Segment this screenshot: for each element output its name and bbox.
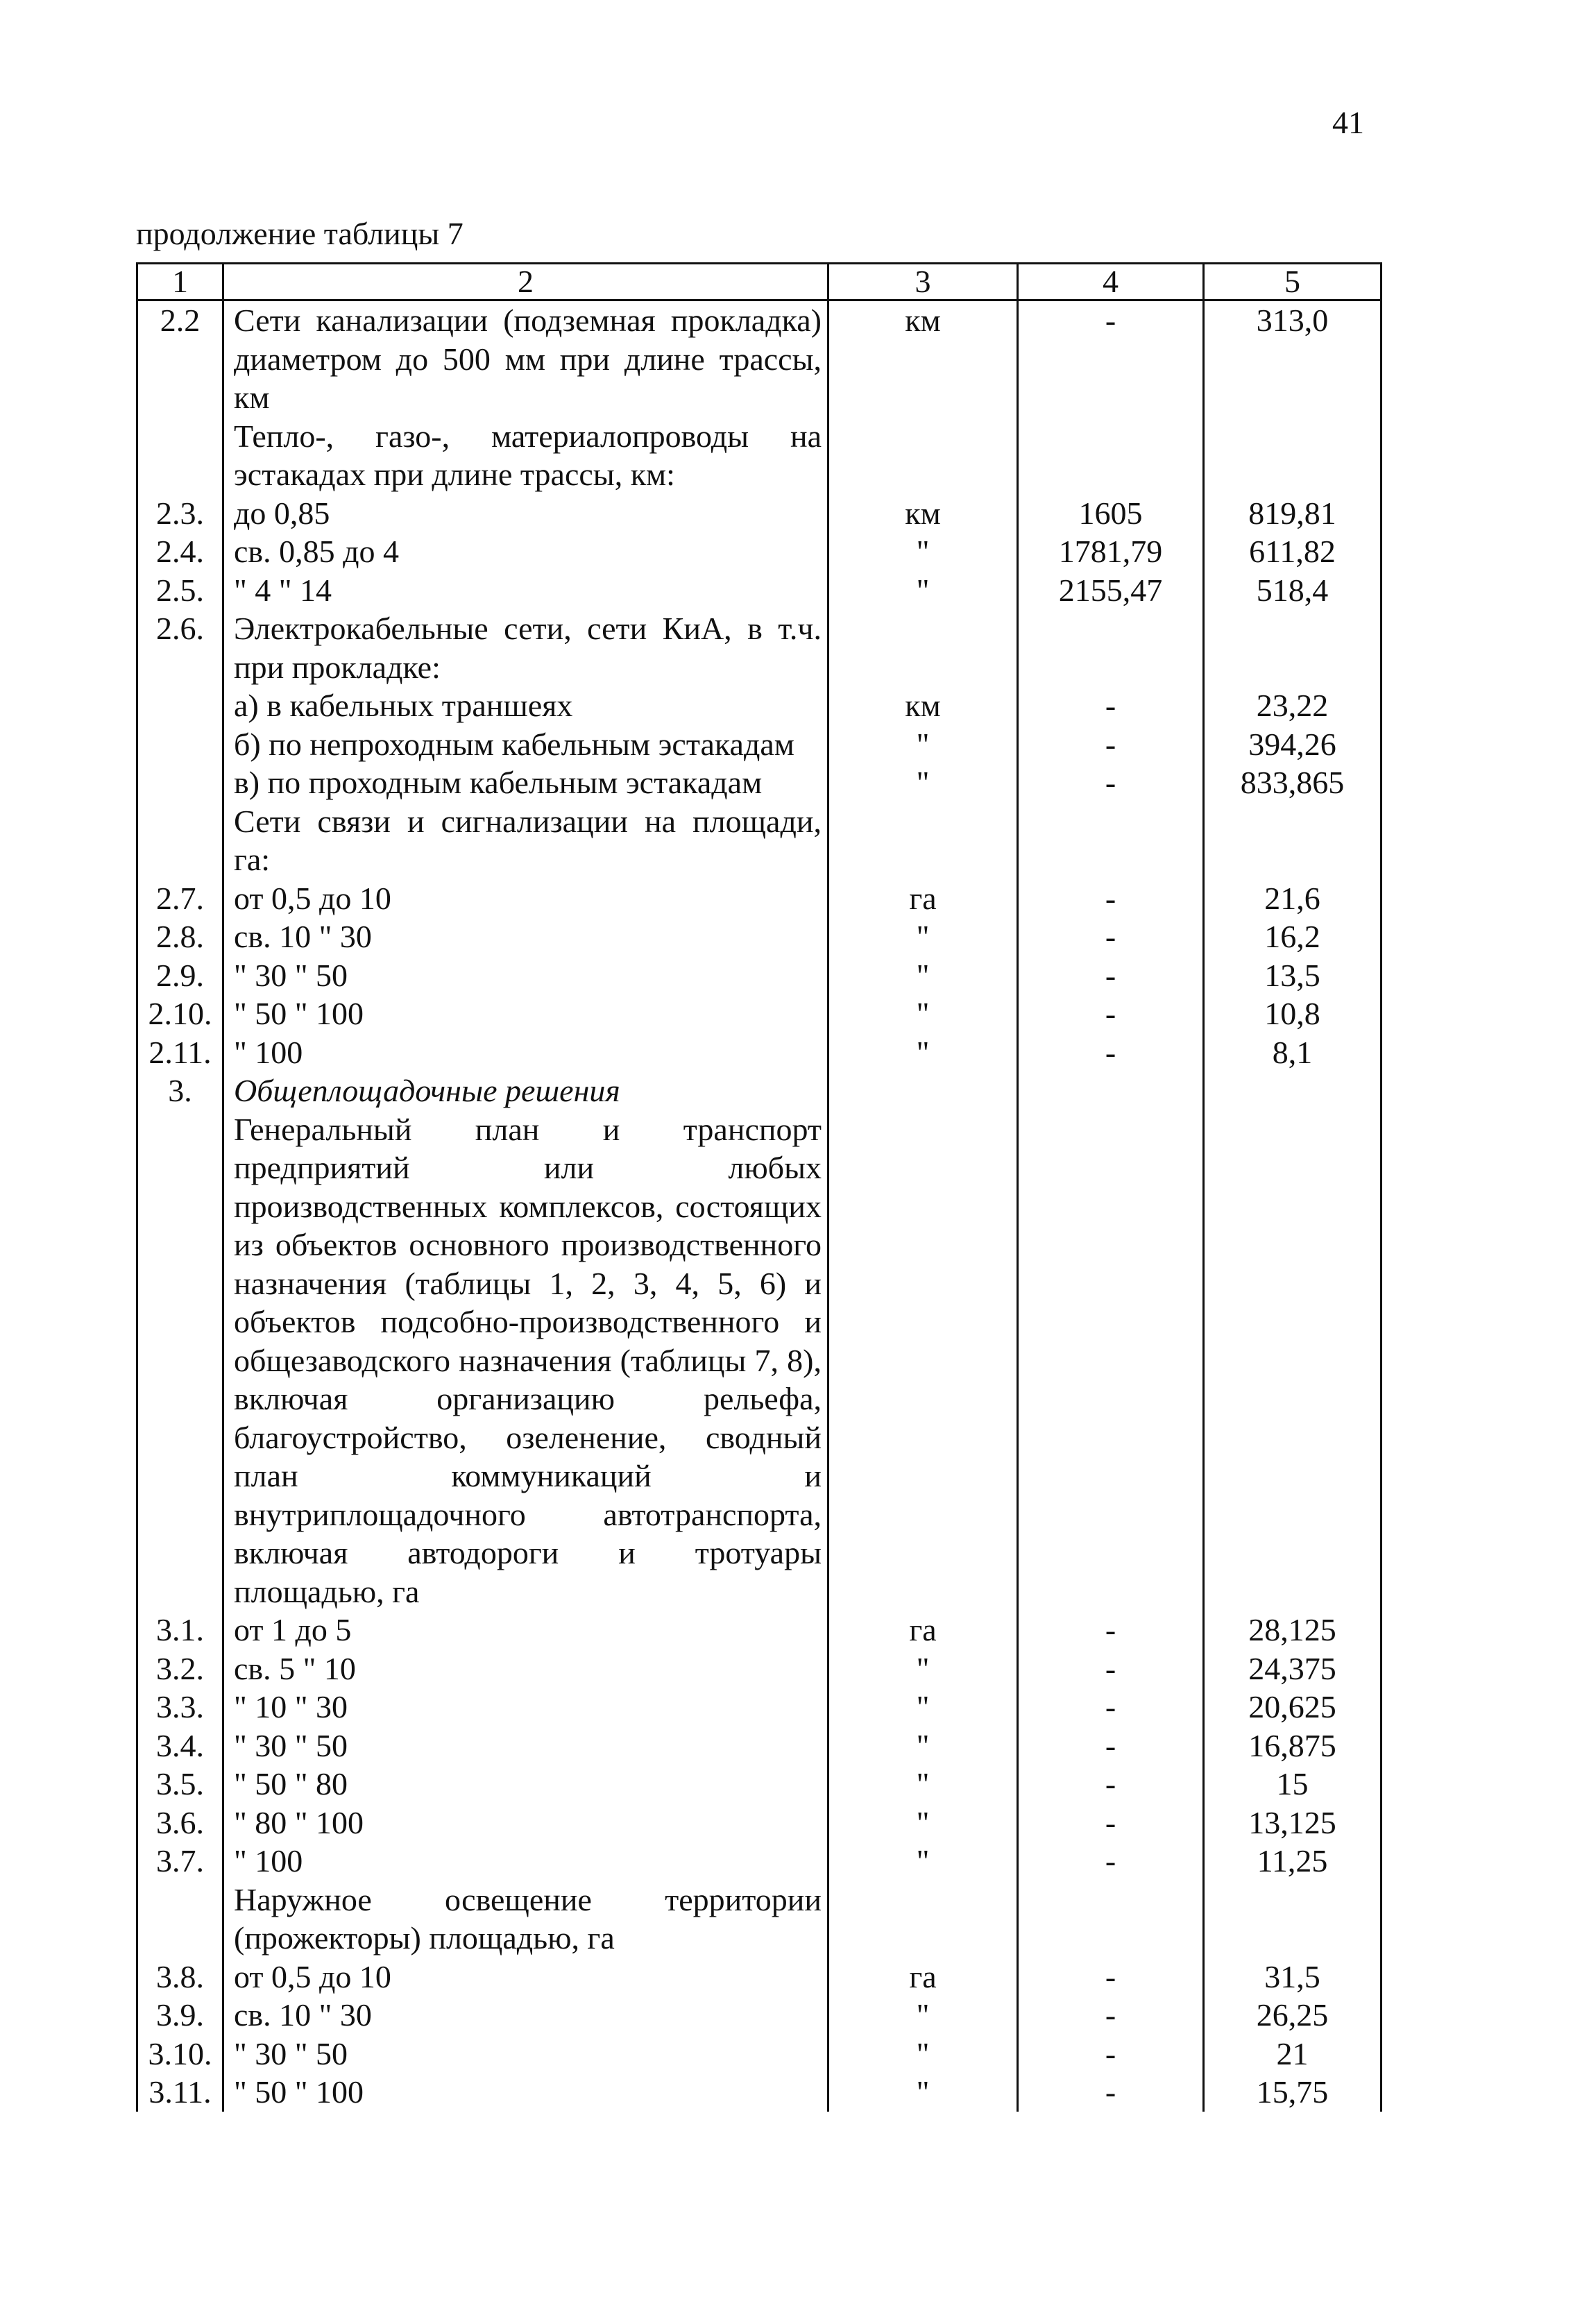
row-unit: " [828,763,1018,802]
table-row [137,1958,1381,1996]
row-col4-value: - [1018,1996,1204,2035]
row-description: Сети связи и сигнализации на площади, га: [223,802,828,879]
row-col4-value [1018,1110,1204,1611]
row-number [137,802,223,879]
row-number: 2.11. [137,1033,223,1072]
row-col4-value: - [1018,917,1204,956]
row-col5-value: 21,6 [1204,879,1381,918]
table-row [137,2035,1381,2073]
table-caption: продолжение таблицы 7 [136,216,464,251]
row-unit: га [828,1958,1018,1996]
row-col5-value: 13,5 [1204,956,1381,995]
table-row [137,802,1381,879]
row-col4-value: - [1018,956,1204,995]
row-col5-value: 15,75 [1204,2073,1381,2112]
row-col5-value: 31,5 [1204,1958,1381,1996]
row-col5-value: 11,25 [1204,1842,1381,1881]
row-col5-value: 15 [1204,1765,1381,1804]
row-unit [828,802,1018,879]
row-description: Тепло-, газо-, материалопроводы на эстакадах при длине трассы, км: [223,417,828,494]
row-unit: " [828,1996,1018,2035]
row-description: от 0,5 до 10 [223,1958,828,1996]
table-row [137,725,1381,764]
row-col4-value: - [1018,725,1204,764]
table-row [137,1688,1381,1727]
table-row [137,1110,1381,1611]
row-number: 3.6. [137,1804,223,1842]
row-col4-value: - [1018,1033,1204,1072]
row-col4-value: - [1018,1958,1204,1996]
row-col5-value: 21 [1204,2035,1381,2073]
row-unit: " [828,725,1018,764]
row-description: св. 0,85 до 4 [223,532,828,571]
row-description: " 100 [223,1842,828,1881]
row-col4-value: - [1018,994,1204,1033]
row-description: " 4 " 14 [223,571,828,610]
table-row [137,532,1381,571]
row-number: 2.6. [137,609,223,686]
row-unit: " [828,2073,1018,2112]
table-row [137,994,1381,1033]
row-number: 3.7. [137,1842,223,1881]
row-description: Электрокабельные сети, сети КиА, в т.ч. при прокладке: [223,609,828,686]
table-row [137,609,1381,686]
table-row [137,686,1381,725]
row-number: 2.9. [137,956,223,995]
row-unit: га [828,879,1018,918]
row-col5-value: 28,125 [1204,1611,1381,1649]
row-number: 3.5. [137,1765,223,1804]
row-number: 3.3. [137,1688,223,1727]
row-col5-value: 20,625 [1204,1688,1381,1727]
row-col4-value [1018,1071,1204,1110]
row-col5-value: 26,25 [1204,1996,1381,2035]
row-col4-value: - [1018,1765,1204,1804]
row-col5-value [1204,1071,1381,1110]
row-description: б) по непроходным кабельным эстакадам [223,725,828,764]
table-row [137,1765,1381,1804]
row-number: 2.8. [137,917,223,956]
row-description: в) по проходным кабельным эстакадам [223,763,828,802]
row-number: 2.2 [137,300,223,417]
row-number: 3.1. [137,1611,223,1649]
row-number [137,1881,223,1958]
row-col5-value: 313,0 [1204,300,1381,417]
row-col5-value [1204,609,1381,686]
row-description: " 10 " 30 [223,1688,828,1727]
row-unit [828,609,1018,686]
table-row [137,1033,1381,1072]
row-description: от 0,5 до 10 [223,879,828,918]
row-col4-value: - [1018,300,1204,417]
row-description: Сети канализации (подземная прокладка) диаметром до 500 мм при длине трассы, км [223,300,828,417]
row-number [137,763,223,802]
row-col5-value: 24,375 [1204,1649,1381,1688]
row-unit: " [828,532,1018,571]
row-description: Наружное освещение территории (прожекторы) площадью, га [223,1881,828,1958]
row-description: " 50 " 100 [223,994,828,1033]
row-unit: км [828,494,1018,533]
row-col4-value: - [1018,763,1204,802]
table-row [137,2073,1381,2112]
row-col5-value: 16,875 [1204,1727,1381,1765]
table-row [137,1611,1381,1649]
row-number: 3.10. [137,2035,223,2073]
row-unit [828,1110,1018,1611]
row-unit: км [828,300,1018,417]
row-unit [828,1071,1018,1110]
row-number: 3.4. [137,1727,223,1765]
row-unit [828,417,1018,494]
row-col4-value: - [1018,1727,1204,1765]
row-col4-value: 1605 [1018,494,1204,533]
row-col4-value: - [1018,2073,1204,2112]
row-number [137,1110,223,1611]
table-row [137,1649,1381,1688]
row-description: " 30 " 50 [223,2035,828,2073]
row-col5-value: 819,81 [1204,494,1381,533]
row-unit: " [828,1842,1018,1881]
table-row [137,1842,1381,1881]
row-description: " 30 " 50 [223,1727,828,1765]
row-col4-value: 1781,79 [1018,532,1204,571]
row-unit: км [828,686,1018,725]
row-col4-value: - [1018,1688,1204,1727]
row-unit: " [828,917,1018,956]
row-unit: " [828,1804,1018,1842]
row-number: 3. [137,1071,223,1110]
row-col5-value [1204,1110,1381,1611]
row-col5-value: 13,125 [1204,1804,1381,1842]
table-row [137,1804,1381,1842]
row-col4-value [1018,1881,1204,1958]
row-number: 3.2. [137,1649,223,1688]
table-row [137,763,1381,802]
row-unit: " [828,1765,1018,1804]
row-col4-value [1018,417,1204,494]
table-row [137,956,1381,995]
page-number: 41 [1332,105,1364,140]
table-row [137,417,1381,494]
data-table [136,262,1382,2112]
row-description: от 1 до 5 [223,1611,828,1649]
row-col5-value: 518,4 [1204,571,1381,610]
row-unit: " [828,994,1018,1033]
table-header-row [137,264,1381,300]
row-col5-value [1204,802,1381,879]
row-col5-value [1204,1881,1381,1958]
row-description: " 50 " 80 [223,1765,828,1804]
row-description: " 80 " 100 [223,1804,828,1842]
header-col-4: 4 [1018,264,1204,300]
row-description: св. 10 " 30 [223,917,828,956]
row-col5-value: 16,2 [1204,917,1381,956]
row-col4-value: - [1018,686,1204,725]
row-col5-value: 394,26 [1204,725,1381,764]
row-col4-value: - [1018,1611,1204,1649]
row-description: св. 5 " 10 [223,1649,828,1688]
header-col-5: 5 [1204,264,1381,300]
row-number: 2.3. [137,494,223,533]
row-number: 2.10. [137,994,223,1033]
row-col4-value: - [1018,1842,1204,1881]
header-col-1: 1 [137,264,223,300]
row-description: до 0,85 [223,494,828,533]
table-row [137,494,1381,533]
table-row [137,571,1381,610]
table-row [137,300,1381,417]
header-col-3: 3 [828,264,1018,300]
row-unit: " [828,571,1018,610]
row-description: Общеплощадочные решения [223,1071,828,1110]
row-col4-value: - [1018,879,1204,918]
row-col4-value: - [1018,2035,1204,2073]
row-description: " 50 " 100 [223,2073,828,2112]
table-row [137,917,1381,956]
row-col4-value: - [1018,1804,1204,1842]
row-description: а) в кабельных траншеях [223,686,828,725]
table-body [137,300,1381,2112]
table-row [137,1071,1381,1110]
row-col4-value [1018,609,1204,686]
row-unit [828,1881,1018,1958]
row-number: 2.7. [137,879,223,918]
row-unit: " [828,1727,1018,1765]
row-number [137,417,223,494]
row-col4-value [1018,802,1204,879]
row-col5-value [1204,417,1381,494]
row-unit: " [828,1649,1018,1688]
row-number [137,686,223,725]
row-col5-value: 10,8 [1204,994,1381,1033]
row-col4-value: 2155,47 [1018,571,1204,610]
row-description: " 100 [223,1033,828,1072]
row-number: 3.11. [137,2073,223,2112]
row-description: св. 10 " 30 [223,1996,828,2035]
row-number: 2.5. [137,571,223,610]
table-row [137,1727,1381,1765]
row-col5-value: 833,865 [1204,763,1381,802]
row-number: 2.4. [137,532,223,571]
row-number: 3.8. [137,1958,223,1996]
row-col4-value: - [1018,1649,1204,1688]
row-col5-value: 23,22 [1204,686,1381,725]
table-row [137,1996,1381,2035]
header-col-2: 2 [223,264,828,300]
row-unit: " [828,1033,1018,1072]
row-unit: га [828,1611,1018,1649]
row-unit: " [828,1688,1018,1727]
row-col5-value: 8,1 [1204,1033,1381,1072]
row-description: Генеральный план и транспорт предприятий или любых производственных комплексов, состоящих из объектов основного производственного назначения (таблицы 1, 2, 3, 4, 5, 6) и объектов подсобно-производственного и общезаводского назначения (таблицы 7, 8), включая организацию рельефа, благоустройство, озеленение, сводный план коммуникаций и внутриплощадочного автотранспорта, включая автодороги и тротуары площадью, га [223,1110,828,1611]
table-row [137,1881,1381,1958]
row-col5-value: 611,82 [1204,532,1381,571]
row-unit: " [828,956,1018,995]
row-number: 3.9. [137,1996,223,2035]
table-row [137,879,1381,918]
row-description: " 30 " 50 [223,956,828,995]
row-number [137,725,223,764]
row-unit: " [828,2035,1018,2073]
